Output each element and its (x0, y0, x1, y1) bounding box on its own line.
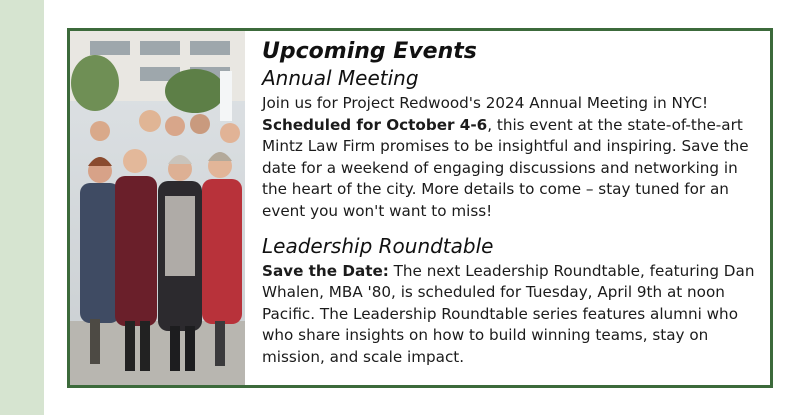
side-decoration-band (0, 0, 44, 415)
leadership-roundtable-title: Leadership Roundtable (262, 233, 494, 258)
events-text (262, 39, 762, 369)
annual-meeting-description (262, 93, 762, 223)
annual-meeting-date: Scheduled for October 4-6 (262, 115, 488, 134)
group-photo-illustration (70, 31, 245, 385)
roundtable-details: The next Leadership Roundtable, featuring Dan Whalen, MBA '80, is scheduled for Tuesday, April 9th at noon Pacific. The Leadership Roundtable series features alumni who who share insights on how to build winning teams, stay on mission, and scale impact. (262, 261, 755, 366)
annual-meeting-details: , this event at the state-of-the-art Mintz Law Firm promises to be insightful and inspiring. Save the date for a weekend of engaging discussions and networking in the heart of the city. More details to come – stay tuned for an event you won't want to miss! (262, 115, 749, 220)
annual-meeting-title: Annual Meeting (262, 66, 419, 90)
save-the-date-label: Save the Date: (262, 261, 389, 280)
group-photo (70, 31, 245, 385)
section-heading: Upcoming Events (262, 39, 477, 64)
events-card (67, 28, 773, 388)
leadership-roundtable-description (262, 261, 762, 369)
annual-meeting-intro: Join us for Project Redwood's 2024 Annual Meeting in NYC! (262, 94, 709, 112)
